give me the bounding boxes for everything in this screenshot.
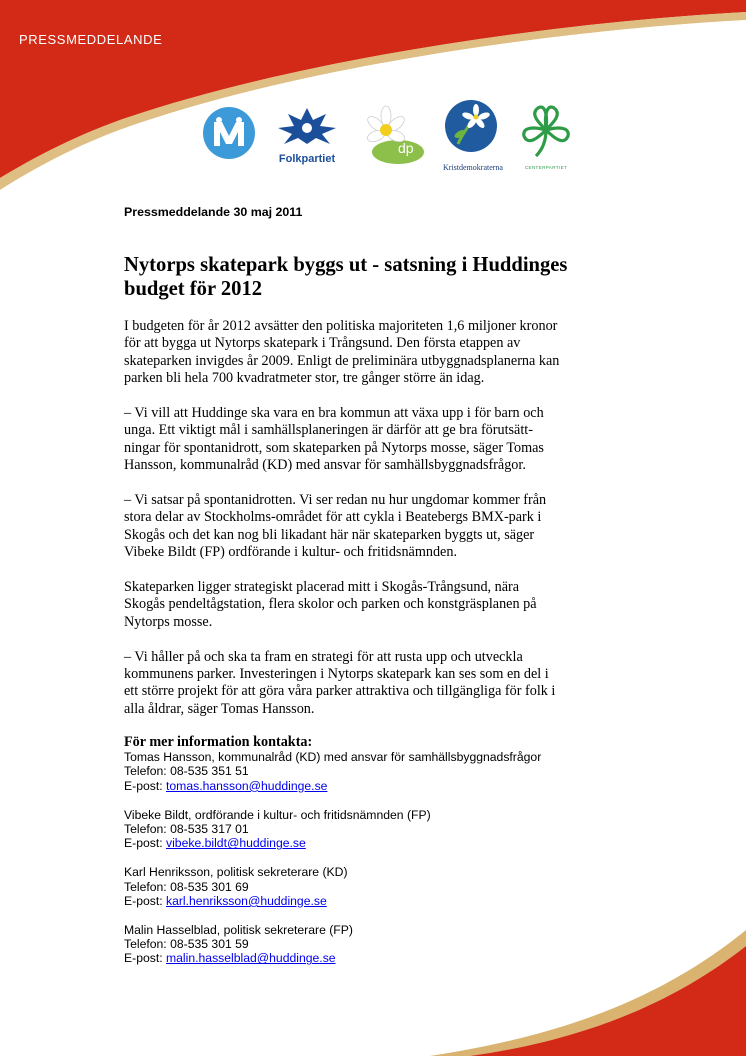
phone-label: Telefon: <box>124 937 171 952</box>
paragraph-2 <box>124 405 624 475</box>
phone-number: 08-535 301 69 <box>170 879 249 894</box>
paragraph-line: parken bli hela 700 kvadratmeter stor, tre gånger större än idag. <box>124 370 485 387</box>
four-leaf-clover-icon <box>516 102 576 160</box>
paragraph-line: Vibeke Bildt (FP) ordförande i kultur- och fritidsnämnden. <box>124 544 457 561</box>
paragraph-line: ningar för spontanidrott, som skateparken på Nytorps mosse, säger Tomas <box>124 439 544 456</box>
miljopartiet-logo <box>358 102 428 168</box>
folkpartiet-logo <box>272 104 342 166</box>
contact-role: Malin Hasselblad, politisk sekreterare (FP) <box>124 922 353 937</box>
contact-email <box>124 836 604 850</box>
paragraph-line: – Vi satsar på spontanidrotten. Vi ser redan nu hur ungdomar kommer från <box>124 492 547 509</box>
paragraph-4 <box>124 579 624 631</box>
contact-block-vibeke <box>124 808 604 851</box>
contact-email <box>124 894 604 908</box>
email-label: E-post: <box>124 778 166 793</box>
paragraph-line: unga. Ett viktigt mål i samhällsplaneringen är därför att ge bra förutsätt- <box>124 422 533 439</box>
phone-label: Telefon: <box>124 879 171 894</box>
email-link-karl[interactable]: karl.henriksson@huddinge.se <box>166 893 327 908</box>
phone-number: 08-535 351 51 <box>170 764 249 779</box>
contact-role: Karl Henriksson, politisk sekreterare (KD) <box>124 865 348 880</box>
paragraph-line: – Vi vill att Huddinge ska vara en bra kommun att växa upp i för barn och <box>124 405 544 422</box>
email-link-vibeke[interactable]: vibeke.bildt@huddinge.se <box>166 836 306 851</box>
dandelion-icon <box>358 102 428 168</box>
contact-phone <box>124 764 604 778</box>
phone-number: 08-535 317 01 <box>170 821 249 836</box>
page-title: Nytorps skatepark byggs ut - satsning i Huddinges budget för 2012 <box>124 254 568 300</box>
anemone-icon <box>438 98 508 156</box>
phone-label: Telefon: <box>124 821 171 836</box>
contact-email <box>124 951 604 965</box>
press-release-date: Pressmeddelande 30 maj 2011 <box>124 205 303 219</box>
phone-label: Telefon: <box>124 764 171 779</box>
contact-block-tomas <box>124 750 604 793</box>
party-logos-row <box>200 98 580 172</box>
paragraph-line: Nytorps mosse. <box>124 613 213 630</box>
contact-phone <box>124 822 604 836</box>
centerpartiet-logo <box>516 102 576 170</box>
paragraph-line: I budgeten för år 2012 avsätter den politiska majoriteten 1,6 miljoner kronor <box>124 318 558 334</box>
paragraph-line: Skogås och det kan nog bli likadant här när skateparken byggts ut, säger <box>124 526 535 543</box>
paragraph-line: – Vi håller på och ska ta fram en strategi för att rusta upp och utveckla <box>124 648 523 665</box>
contact-block-malin <box>124 923 604 966</box>
contact-role: Tomas Hansson, kommunalråd (KD) med ansvar för samhällsbyggnadsfrågor <box>124 750 542 764</box>
kristdemokraterna-logo <box>438 98 508 170</box>
phone-number: 08-535 301 59 <box>170 937 249 952</box>
pressmeddelande-label: PRESSMEDDELANDE <box>19 32 163 47</box>
contact-role: Vibeke Bildt, ordförande i kultur- och fritidsnämnden (FP) <box>124 807 431 822</box>
paragraph-3 <box>124 492 624 562</box>
paragraph-line: ett större projekt för att göra våra parker attraktiva och tillgängliga för folk i <box>124 683 556 700</box>
paragraph-1 <box>124 318 624 388</box>
paragraph-line: för att bygga ut Nytorps skatepark i Trångsund. Den första etappen av <box>124 335 521 352</box>
contact-phone <box>124 937 604 951</box>
kristdemokraterna-wordmark: Kristdemokraterna <box>443 163 503 172</box>
contact-block-karl <box>124 865 604 908</box>
miljopartiet-wordmark: dp <box>398 140 414 156</box>
contact-phone <box>124 880 604 894</box>
paragraph-5 <box>124 649 624 719</box>
folkpartiet-cornflower-icon <box>272 104 342 146</box>
paragraph-line: Hansson, kommunalråd (KD) med ansvar för samhällsbyggnadsfrågor. <box>124 457 526 474</box>
paragraph-line: kommunens parker. Investeringen i Nytorps skatepark kan ses som en del i <box>124 666 549 683</box>
body-text <box>124 318 624 736</box>
contact-section <box>124 734 604 980</box>
folkpartiet-wordmark: Folkpartiet <box>278 153 336 165</box>
centerpartiet-wordmark: CENTERPARTIET <box>524 165 568 170</box>
paragraph-line: stora delar av Stockholms-området för att cykla i Beatebergs BMX-park i <box>124 509 542 526</box>
email-label: E-post: <box>124 951 166 966</box>
email-link-tomas[interactable]: tomas.hansson@huddinge.se <box>166 778 328 793</box>
moderaterna-logo <box>202 106 256 160</box>
paragraph-line: Skogås pendeltågstation, flera skolor och parken och konstgräsplanen på <box>124 596 537 613</box>
email-link-malin[interactable]: malin.hasselblad@huddinge.se <box>166 951 336 966</box>
paragraph-line: Skateparken ligger strategiskt placerad mitt i Skogås-Trångsund, nära <box>124 579 520 596</box>
paragraph-line: skateparken invigdes år 2009. Enligt de preliminära utbyggnadsplanerna kan <box>124 352 560 369</box>
paragraph-line: alla åldrar, säger Tomas Hansson. <box>124 700 315 717</box>
email-label: E-post: <box>124 893 166 908</box>
email-label: E-post: <box>124 836 166 851</box>
contact-email <box>124 779 604 793</box>
contact-heading: För mer information kontakta: <box>124 734 313 750</box>
